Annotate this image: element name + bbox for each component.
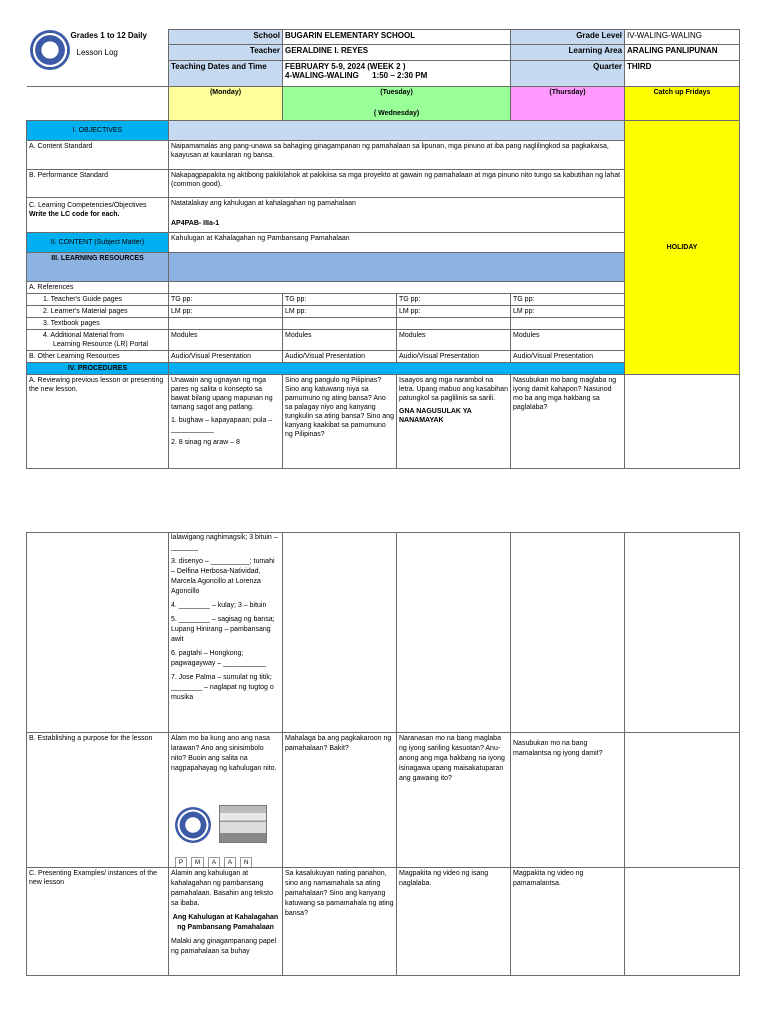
teacher-label: Teacher <box>169 45 283 61</box>
letter-box: M <box>191 857 204 868</box>
tg-label: 1. Teacher's Guide pages <box>27 294 169 306</box>
purpose-thu: Nasubukan mo na bang mamalantsa ng iyong damit? <box>511 733 625 868</box>
av-tue: Audio/Visual Presentation <box>283 351 397 363</box>
review-label: A. Reviewing previous lesson or presenting the new lesson. <box>27 375 169 469</box>
quarter-value: THIRD <box>625 61 740 87</box>
holiday-label: HOLIDAY <box>625 121 740 375</box>
review-wed-scrambled: GNA NAGUSULAK YA NANAMAYAK <box>399 408 472 424</box>
tg-mon: TG pp: <box>169 294 283 306</box>
competency-label: C. Learning Competencies/Objectives <box>29 202 147 209</box>
performance-standard-label: B. Performance Standard <box>27 170 169 198</box>
content-title: II. CONTENT (Subject Matter) <box>27 233 169 253</box>
other-resources-label: B. Other Learning Resources <box>27 351 169 363</box>
letter-box: N <box>240 857 252 868</box>
monday-header: (Monday) <box>169 87 283 121</box>
lm-tue: LM pp: <box>283 306 397 318</box>
content-standard-label: A. Content Standard <box>27 141 169 170</box>
examples-mon-title: Ang Kahulugan at Kahalagahan ng Pambansang Pamahalaan <box>172 914 279 931</box>
modules-tue: Modules <box>283 330 397 351</box>
examples-mon: Alamin ang kahulugan at kahalagahan ng pambansang pamahalaan. Basahin ang teksto sa ibaba. <box>171 870 273 907</box>
purpose-label: B. Establishing a purpose for the lesson <box>27 733 169 868</box>
lm-thu: LM pp: <box>511 306 625 318</box>
performance-standard-text: Nakapagpapakita ng aktibong pakikilahok at pakikiisa sa mga proyekto at gawain ng pamahalaan at mga pinuno nito tungo sa kabutihan ng lahat (common good). <box>169 170 625 198</box>
av-wed: Audio/Visual Presentation <box>397 351 511 363</box>
tg-thu: TG pp: <box>511 294 625 306</box>
review-mon-item-2: 2. 8 sinag ng araw – 8 <box>171 439 240 446</box>
area-label: Learning Area <box>511 45 625 61</box>
dates-label: Teaching Dates and Time <box>169 61 283 87</box>
purpose-wed: Naranasan mo na bang maglaba ng iyong sariling kasuotan? Anu-anong ang mga hakbang na iyong isinagawa upang maisakatuparan ang gawaing ito? <box>397 733 511 868</box>
textbook-label: 3. Textbook pages <box>27 318 169 330</box>
additional-label: 4. Additional Material from <box>43 332 124 339</box>
lm-label: 2. Learner's Material pages <box>27 306 169 318</box>
letter-box: A <box>224 857 236 868</box>
dates-value: FEBRUARY 5-9, 2024 (WEEK 2 ) <box>285 62 406 71</box>
review-cont-4: 4. ________ – kulay; 3 – bituin <box>171 602 267 609</box>
examples-thu: Magpakita ng video ng pamamalantsa. <box>511 868 625 976</box>
lm-wed: LM pp: <box>397 306 511 318</box>
review-wed: Isaayos ang mga narambol na letra. Upang mabuo ang kasabihan patungkol sa paglilinis sa sarili. <box>399 377 508 402</box>
modules-wed: Modules <box>397 330 511 351</box>
page-1-table <box>26 29 740 469</box>
content-standard-text: Naipamamalas ang pang-unawa sa bahaging ginagampanan ng pamahalaan sa lipunan, mga pinuno at iba pang naglilingkod sa pagkakaisa, kaayusan at kaunlaran ng bansa. <box>169 141 625 170</box>
modules-mon: Modules <box>169 330 283 351</box>
procedures-title: IV. PROCEDURES <box>27 363 169 375</box>
examples-wed: Magpakita ng video ng isang naglalaba. <box>397 868 511 976</box>
school-value: BUGARIN ELEMENTARY SCHOOL <box>283 30 511 45</box>
objectives-title: I. OBJECTIVES <box>27 121 169 141</box>
purpose-tue: Mahalaga ba ang pagkakaroon ng pamahalaan? Bakit? <box>283 733 397 868</box>
review-tue: Sino ang pangulo ng Pilipinas? Sino ang katuwang niya sa pamumuno ng ating bansa? Ano sa palagay niyo ang kanyang tungkulin sa ating bansa? Sino ang kanyang kaakibat sa pamumuno ng Pilipinas? <box>283 375 397 469</box>
quarter-label: Quarter <box>511 61 625 87</box>
letter-box: P <box>175 857 187 868</box>
review-mon-item-1: 1. bughaw – kapayapaan; pula – ___________ <box>171 417 273 433</box>
modules-thu: Modules <box>511 330 625 351</box>
review-cont-3: 3. disenyo – __________; tumahi – Delfina Herbosa-Natividad, Marcela Agoncillo at Lorenza Agoncillo <box>171 558 275 595</box>
resources-title: III. LEARNING RESOURCES <box>27 253 169 282</box>
page-2-table <box>26 532 740 976</box>
purpose-mon: Alam mo ba kung ano ang nasa larawan? Ano ang sinisimbolo nito? Buoin ang salita na nagpapahayag ng kahulugan nito. <box>171 735 277 772</box>
additional-label-2: Learning Resource (LR) Portal <box>53 341 148 348</box>
examples-label: C. Presenting Examples/ instances of the new lesson <box>27 868 169 976</box>
teacher-value: GERALDINE I. REYES <box>283 45 511 61</box>
time-value: 4-WALING-WALING 1:50 – 2:30 PM <box>285 71 428 80</box>
review-mon-intro: Unawain ang ugnayan ng mga pares ng salita o konsepto sa bawat bilang upang mapunan ng tamang sagot ang patlang. <box>171 377 273 411</box>
competency-text: Natatalakay ang kahulugan at kahalagahan ng pamahalaan <box>171 200 356 207</box>
grade-value: IV-WALING-WALING <box>625 30 740 45</box>
review-cont-0: lalawigang naghimagsik; 3 bituin – _______ <box>171 534 278 551</box>
letter-box: A <box>208 857 220 868</box>
lm-mon: LM pp: <box>169 306 283 318</box>
grades-label: Grades 1 to 12 Daily <box>70 30 147 40</box>
examples-tue: Sa kasalukuyan nating panahon, sino ang namamahala sa ating pamahalaan? Sino ang kanyang katuwang sa pamamahala ng ating bansa? <box>283 868 397 976</box>
content-text: Kahulugan at Kahalagahan ng Pambansang Pamahalaan <box>169 233 625 253</box>
friday-header: Catch up Fridays <box>625 87 740 121</box>
tg-wed: TG pp: <box>397 294 511 306</box>
review-cont-5: 5. ________ – sagisag ng bansa; Lupang Hinirang – pambansang awit <box>171 616 275 643</box>
tuesday-header: (Tuesday) <box>380 89 413 96</box>
wednesday-header: ( Wednesday) <box>373 110 420 117</box>
tg-tue: TG pp: <box>283 294 397 306</box>
review-cont-6: 6. pagtahi – Hongkong; pagwagayway – ___________ <box>171 650 266 667</box>
av-thu: Audio/Visual Presentation <box>511 351 625 363</box>
government-seal-icon <box>175 807 211 843</box>
school-label: School <box>169 30 283 45</box>
review-cont-7: 7. Jose Palma – sumulat ng titik; ________ – naglapat ng tugtog o musika <box>171 674 274 701</box>
thursday-header: (Thursday) <box>511 87 625 121</box>
examples-mon-text: Malaki ang ginagampanang papel ng pamahalaan sa buhay <box>171 938 277 955</box>
competency-code: AP4PAB- IIIa-1 <box>171 220 220 227</box>
area-value: ARALING PANLIPUNAN <box>625 45 740 61</box>
palace-picture-icon <box>219 805 267 843</box>
lesson-log-label: Lesson Log <box>76 47 118 57</box>
competency-label-2: Write the LC code for each. <box>29 211 120 218</box>
review-thu: Nasubukan mo bang maglaba ng iyong damit kahapon? Nasunod mo ba ang mga hakbang sa paglalaba? <box>511 375 625 469</box>
av-mon: Audio/Visual Presentation <box>169 351 283 363</box>
references-label: A. References <box>27 282 169 294</box>
grade-label: Grade Level <box>511 30 625 45</box>
